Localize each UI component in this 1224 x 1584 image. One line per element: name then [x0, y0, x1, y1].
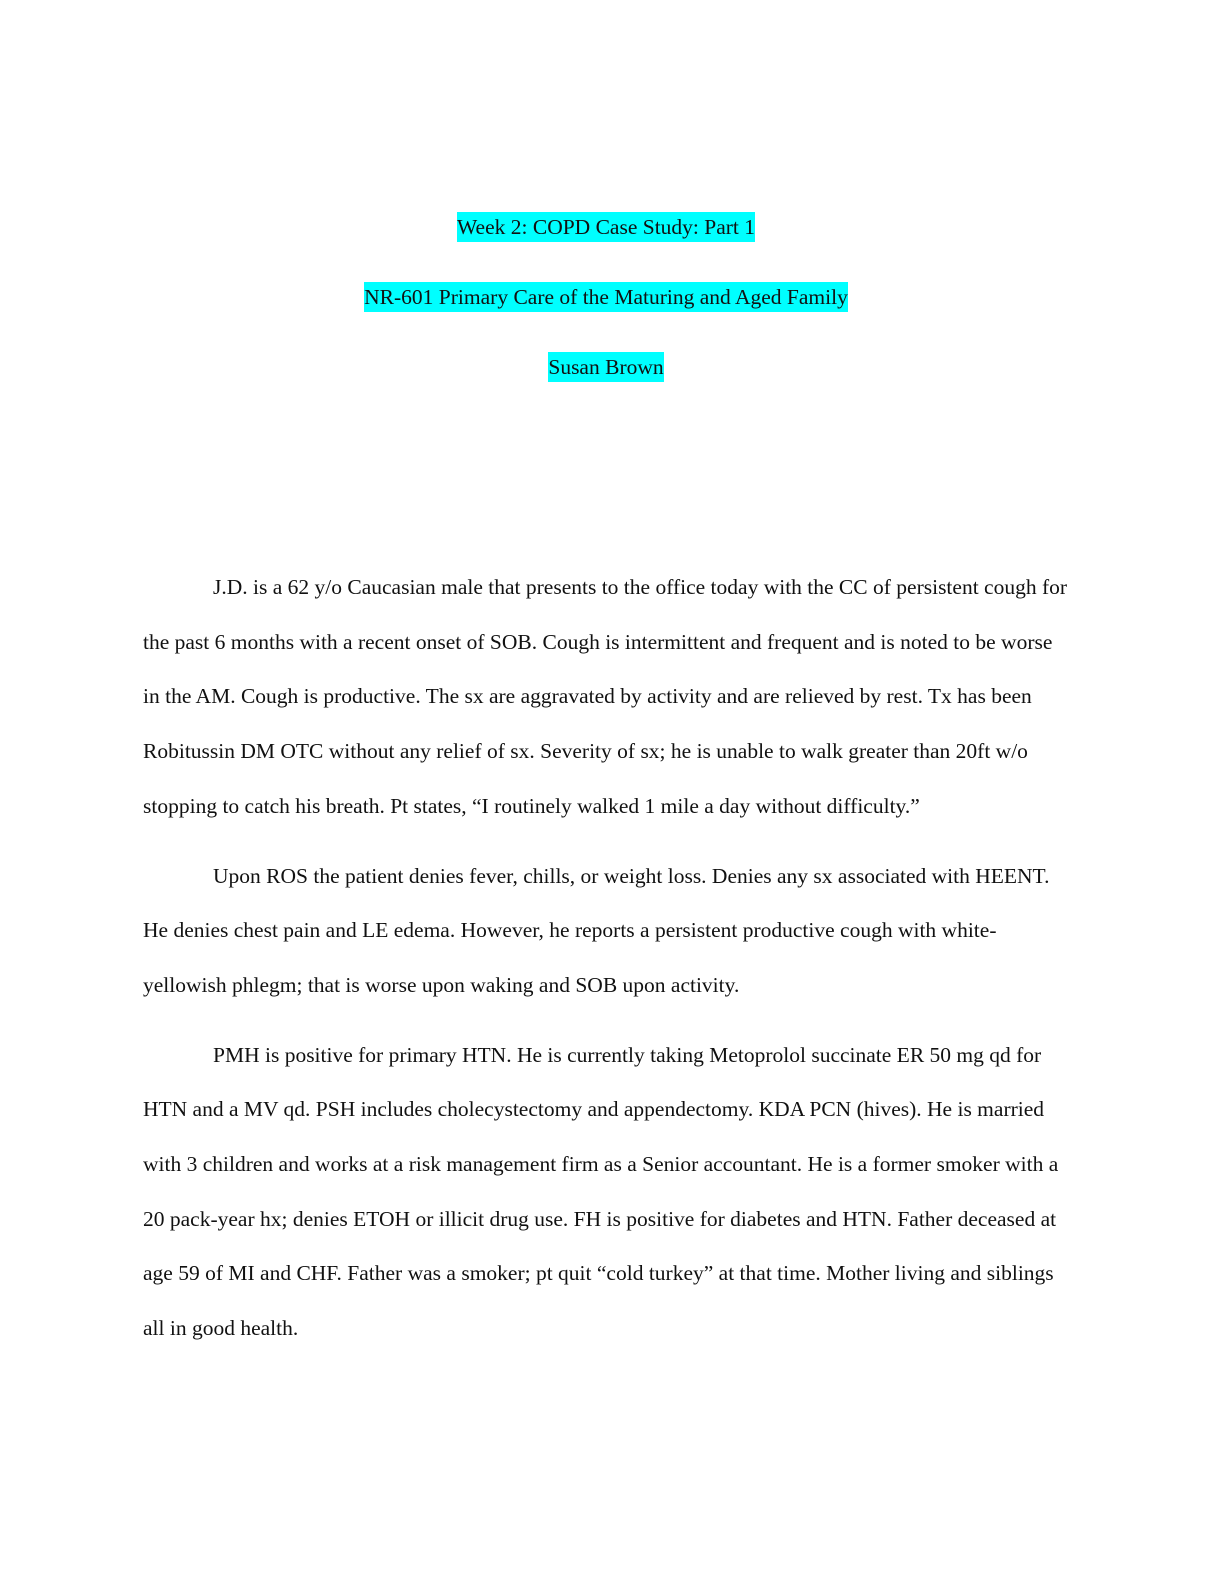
- document-body: [143, 560, 1073, 1371]
- paragraph-history: PMH is positive for primary HTN. He is currently taking Metoprolol succinate ER 50 mg qd for HTN and a MV qd. PSH includes cholecystectomy and appendectomy. KDA PCN (hives). He is married with 3 children and works at a risk management firm as a Senior accountant. He is a former smoker with a 20 pack-year hx; denies ETOH or illicit drug use. FH is positive for diabetes and HTN. Father deceased at age 59 of MI and CHF. Father was a smoker; pt quit “cold turkey” at that time. Mother living and siblings all in good health.: [143, 1042, 1059, 1341]
- course-name: NR-601 Primary Care of the Maturing and Aged Family: [364, 282, 848, 312]
- title-line-author: [0, 349, 1212, 419]
- paragraph-review-of-systems: Upon ROS the patient denies fever, chills, or weight loss. Denies any sx associated with HEENT. He denies chest pain and LE edema. However, he reports a persistent productive cough with white-yellowish phlegm; that is worse upon waking and SOB upon activity.: [143, 863, 1050, 997]
- assignment-title: Week 2: COPD Case Study: Part 1: [457, 212, 755, 242]
- paragraph-chief-complaint: J.D. is a 62 y/o Caucasian male that presents to the office today with the CC of persistent cough for the past 6 months with a recent onset of SOB. Cough is intermittent and frequent and is noted to be worse in the AM. Cough is productive. The sx are aggravated by activity and are relieved by rest. Tx has been Robitussin DM OTC without any relief of sx. Severity of sx; he is unable to walk greater than 20ft w/o stopping to catch his breath. Pt states, “I routinely walked 1 mile a day without difficulty.”: [143, 575, 1068, 818]
- title-line-course-name: [0, 279, 1212, 349]
- title-block: [0, 209, 1212, 419]
- title-line-course-week: [0, 209, 1212, 279]
- author-name: Susan Brown: [548, 352, 663, 382]
